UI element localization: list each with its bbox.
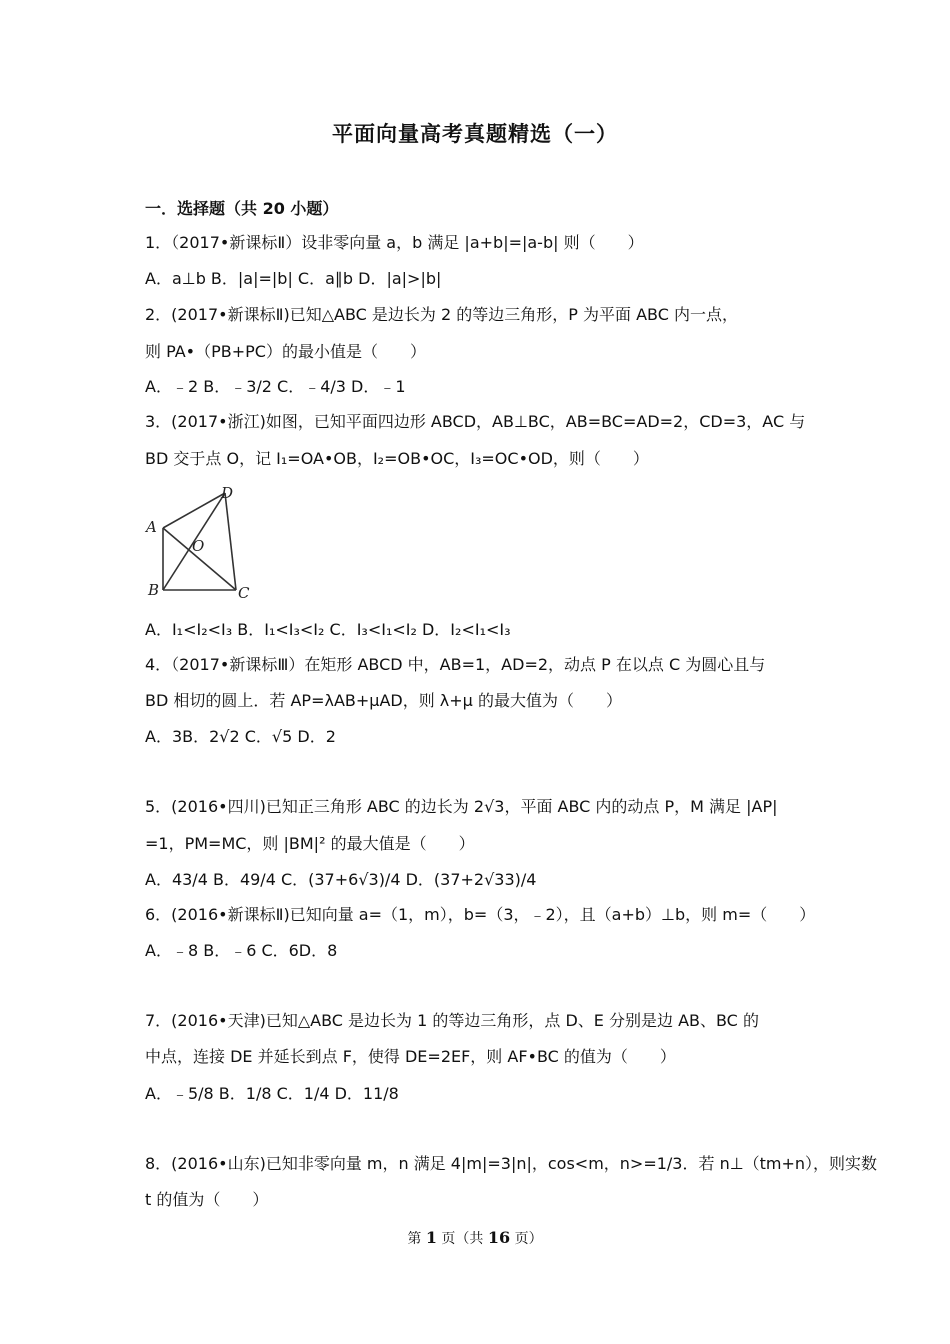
figure-label-c: C xyxy=(238,584,250,602)
q7-stem-1: 7．(2016•天津)已知△ABC 是边长为 1 的等边三角形，点 D、E 分别是边 AB、BC 的 xyxy=(145,1011,759,1030)
q3-options: A．I₁<I₂<I₃ B．I₁<I₃<I₂ C．I₃<I₁<I₂ D．I₂<I₁<I₃ xyxy=(145,620,511,639)
q8-stem-1: 8．(2016•山东)已知非零向量 m，n 满足 4|m|=3|n|，cos<m，n>=1/3．若 n⊥（tm+n），则实数 xyxy=(145,1154,878,1173)
page-title: 平面向量高考真题精选（一） xyxy=(332,122,618,146)
quadrilateral-figure xyxy=(140,480,260,604)
q4-options: A．3B．2√2 C．√5 D．2 xyxy=(145,727,336,746)
q1-stem: 1．（2017•新课标Ⅱ）设非零向量 a，b 满足 |a+b|=|a-b| 则（ ） xyxy=(145,233,644,252)
page-footer xyxy=(0,1228,950,1248)
q4-stem-1: 4．（2017•新课标Ⅲ）在矩形 ABCD 中，AB=1，AD=2，动点 P 在以点 C 为圆心且与 xyxy=(145,655,766,674)
q5-stem-1: 5．(2016•四川)已知正三角形 ABC 的边长为 2√3，平面 ABC 内的动点 P，M 满足 |AP| xyxy=(145,797,778,816)
footer-prefix: 第 xyxy=(407,1231,426,1247)
figure-label-b: B xyxy=(148,581,160,599)
q3-stem-1: 3．(2017•浙江)如图，已知平面四边形 ABCD，AB⊥BC，AB=BC=AD=2，CD=3，AC 与 xyxy=(145,412,806,431)
q8-stem-2: t 的值为（ ） xyxy=(145,1190,269,1209)
footer-suffix: 页） xyxy=(510,1231,543,1247)
figure-label-o: O xyxy=(192,537,205,555)
q6-stem: 6．(2016•新课标Ⅱ)已知向量 a=（1，m），b=（3，﹣2），且（a+b）⊥b，则 m=（ ） xyxy=(145,905,816,924)
figure-label-a: A xyxy=(146,518,157,536)
q4-stem-2: BD 相切的圆上．若 AP=λAB+μAD，则 λ+μ 的最大值为（ ） xyxy=(145,691,622,710)
q2-options: A．﹣2 B．﹣3/2 C．﹣4/3 D．﹣1 xyxy=(145,377,406,396)
q5-options: A．43/4 B．49/4 C．(37+6√3)/4 D．(37+2√33)/4 xyxy=(145,870,537,889)
footer-middle: 页（共 xyxy=(436,1231,488,1247)
q7-stem-2: 中点，连接 DE 并延长到点 F，使得 DE=2EF，则 AF•BC 的值为（ ） xyxy=(145,1047,676,1066)
q5-stem-2: =1，PM=MC，则 |BM|² 的最大值是（ ） xyxy=(145,834,475,853)
footer-total-pages: 16 xyxy=(487,1228,511,1247)
figure-edge-ad xyxy=(163,493,225,528)
footer-page-number: 1 xyxy=(425,1228,437,1247)
figure-edge-dc xyxy=(225,493,236,590)
q1-options: A．a⊥b B．|a|=|b| C．a∥b D．|a|>|b| xyxy=(145,269,442,288)
q2-stem-2: 则 PA•（PB+PC）的最小值是（ ） xyxy=(145,342,426,361)
q2-stem-1: 2．(2017•新课标Ⅱ)已知△ABC 是边长为 2 的等边三角形，P 为平面 ABC 内一点， xyxy=(145,305,738,324)
q7-options: A．﹣5/8 B．1/8 C．1/4 D．11/8 xyxy=(145,1084,399,1103)
figure-label-d: D xyxy=(221,484,234,502)
q6-options: A．﹣8 B．﹣6 C．6D．8 xyxy=(145,941,338,960)
q3-stem-2: BD 交于点 O，记 I₁=OA•OB，I₂=OB•OC，I₃=OC•OD，则（ ） xyxy=(145,449,649,468)
section-heading: 一．选择题（共 20 小题） xyxy=(145,199,339,218)
